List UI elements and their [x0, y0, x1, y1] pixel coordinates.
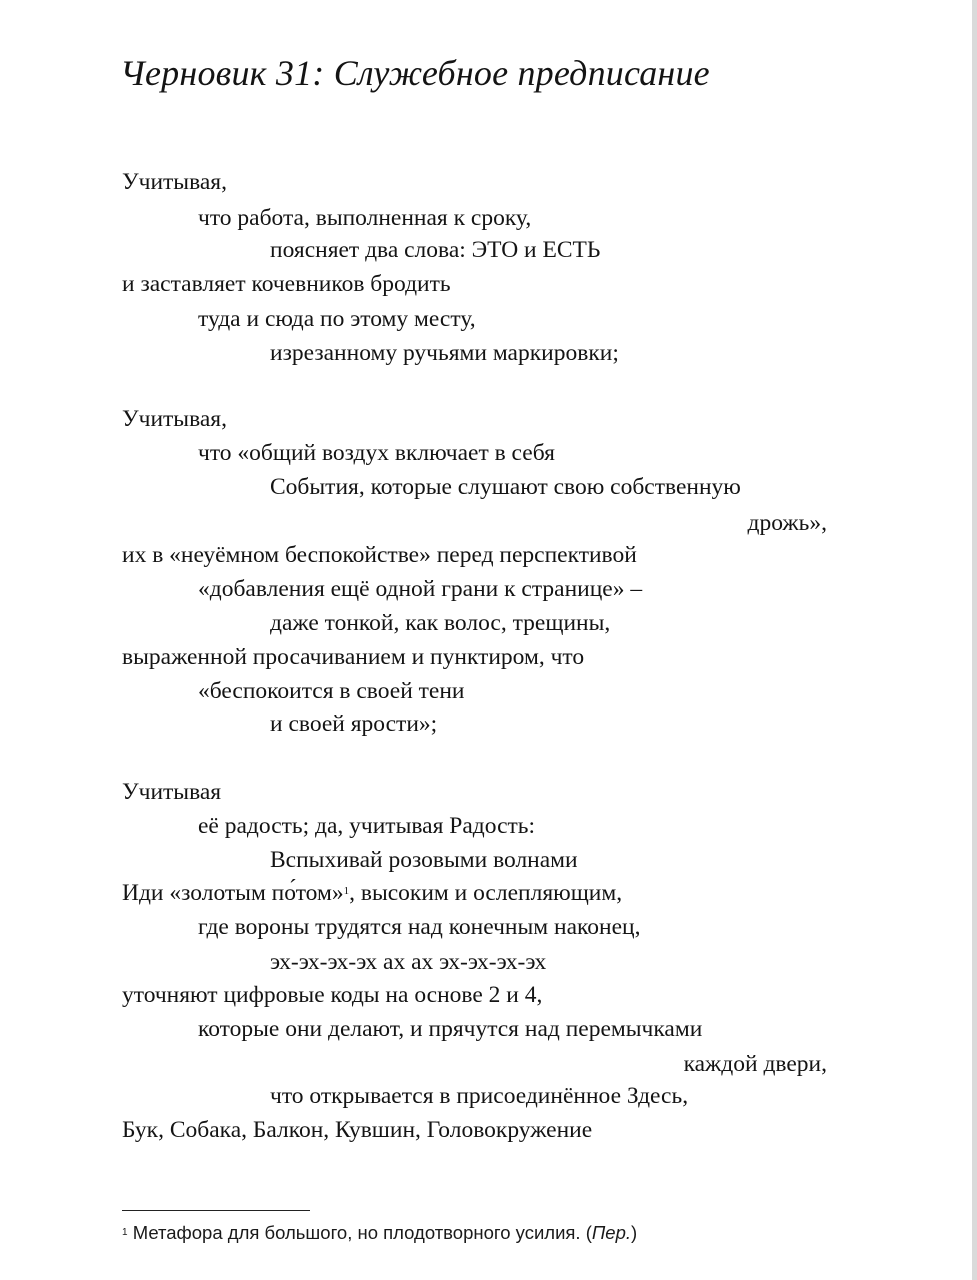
poem-line: её радость; да, учитывая Радость:: [198, 813, 536, 839]
footnote-reference: 1: [343, 885, 350, 897]
poem-line: каждой двери,: [683, 1051, 827, 1077]
poem-line: и своей ярости»;: [270, 711, 438, 737]
poem-line: Вспыхивай розовыми волнами: [270, 847, 578, 873]
poem-line: дрожь»,: [747, 510, 827, 536]
poem-line: которые они делают, и прячутся над перемычками: [198, 1016, 703, 1042]
poem-line: Учитывая,: [122, 406, 227, 432]
poem-line: туда и сюда по этому месту,: [198, 306, 476, 332]
poem-line-text: Иди «золотым по́том»: [122, 880, 344, 906]
poem-line: Бук, Собака, Балкон, Кувшин, Головокружение: [122, 1117, 593, 1143]
poem-line: где вороны трудятся над конечным наконец,: [198, 914, 641, 940]
poem-line: эх-эх-эх-эх ах ах эх-эх-эх-эх: [270, 949, 547, 975]
poem-line: что открывается в присоединённое Здесь,: [270, 1083, 689, 1109]
poem-line: Учитывая,: [122, 169, 227, 195]
footnote: [122, 1220, 637, 1246]
poem-line: и заставляет кочевников бродить: [122, 271, 451, 297]
poem-line: даже тонкой, как волос, трещины,: [270, 610, 611, 636]
poem-line: События, которые слушают свою собственную: [270, 474, 741, 500]
footnote-mark: 1: [122, 1227, 128, 1238]
footnote-text: Метафора для большого, но плодотворного усилия. (: [127, 1222, 592, 1243]
footnote-divider: [122, 1210, 310, 1211]
poem-line: «беспокоится в своей тени: [198, 678, 465, 704]
poem-line: выраженной просачиванием и пунктиром, что: [122, 644, 585, 670]
poem-line: что работа, выполненная к сроку,: [198, 205, 532, 231]
poem-line: [122, 878, 622, 908]
poem-line: что «общий воздух включает в себя: [198, 440, 555, 466]
poem-line: Учитывая: [122, 779, 222, 805]
poem-line-text: , высоким и ослепляющим,: [349, 880, 623, 906]
page-title: Черновик 31: Служебное предписание: [120, 53, 710, 93]
poem-line: поясняет два слова: ЭТО и ЕСТЬ: [270, 237, 601, 263]
footnote-close: ): [631, 1222, 638, 1243]
poem-line: уточняют цифровые коды на основе 2 и 4,: [122, 982, 543, 1008]
poem-line: их в «неуёмном беспокойстве» перед перспективой: [122, 542, 637, 568]
poem-line: «добавления ещё одной грани к странице» –: [198, 576, 643, 602]
footnote-abbreviation: Пер.: [591, 1222, 631, 1243]
poem-line: изрезанному ручьями маркировки;: [270, 340, 619, 366]
